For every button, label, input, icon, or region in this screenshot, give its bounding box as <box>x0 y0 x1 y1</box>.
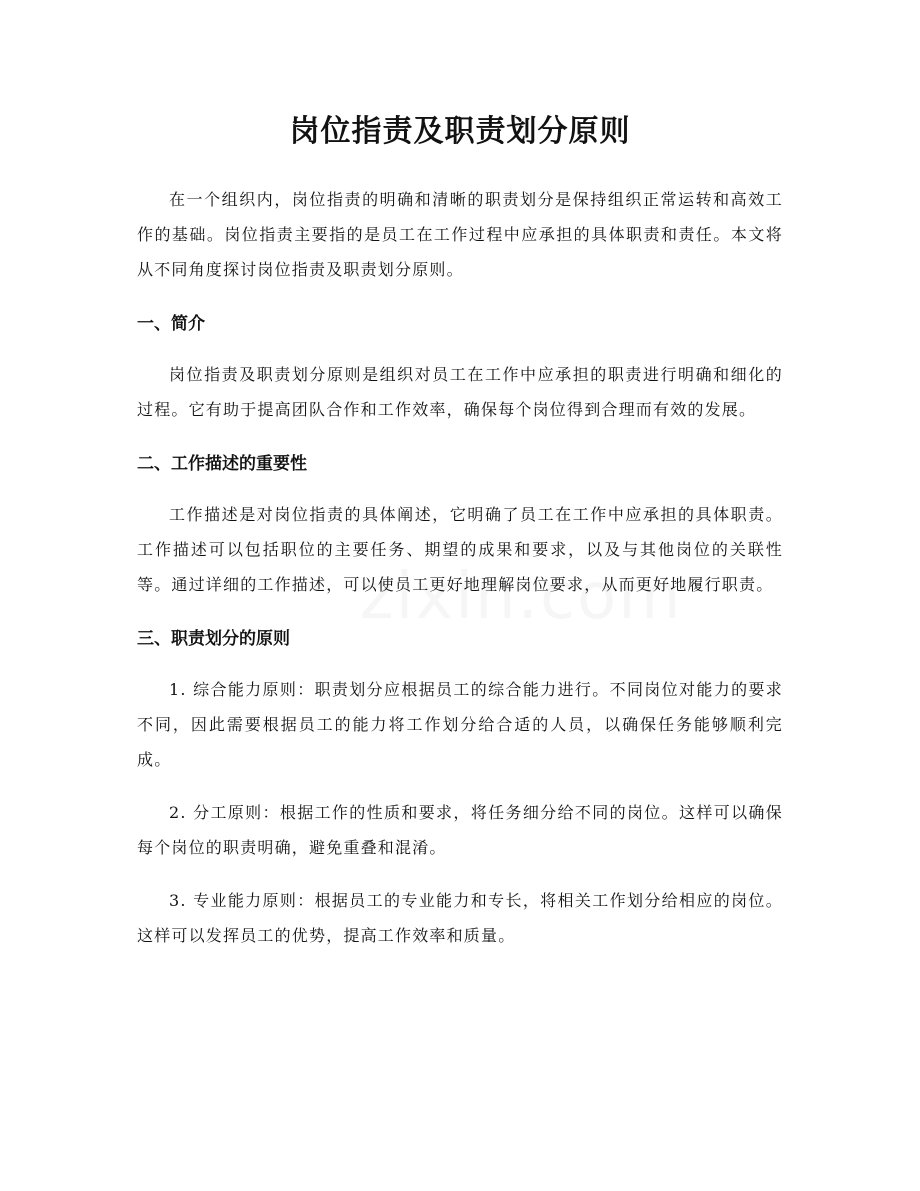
document-body <box>137 182 783 971</box>
section-heading-intro: 一、简介 <box>137 314 205 334</box>
section-paragraph-job-description: 工作描述是对岗位指责的具体阐述，它明确了员工在工作中应承担的具体职责。工作描述可以包括职位的主要任务、期望的成果和要求，以及与其他岗位的关联性等。通过详细的工作描述，可以使员工更好地理解岗位要求，从而更好地履行职责。 <box>137 505 783 594</box>
intro-paragraph: 在一个组织内，岗位指责的明确和清晰的职责划分是保持组织正常运转和高效工作的基础。岗位指责主要指的是员工在工作过程中应承担的具体职责和责任。本文将从不同角度探讨岗位指责及职责划分原则。 <box>137 190 783 279</box>
principle-item-2: 2. 分工原则：根据工作的性质和要求，将任务细分给不同的岗位。这样可以确保每个岗位的职责明确，避免重叠和混淆。 <box>137 803 783 857</box>
section-heading-principles: 三、职责划分的原则 <box>137 629 290 649</box>
section-paragraph-intro: 岗位指责及职责划分原则是组织对员工在工作中应承担的职责进行明确和细化的过程。它有助于提高团队合作和工作效率，确保每个岗位得到合理而有效的发展。 <box>137 365 783 419</box>
document-title: 岗位指责及职责划分原则 <box>289 114 631 149</box>
section-heading-job-description: 二、工作描述的重要性 <box>137 454 307 474</box>
principle-item-1: 1. 综合能力原则：职责划分应根据员工的综合能力进行。不同岗位对能力的要求不同，因此需要根据员工的能力将工作划分给合适的人员，以确保任务能够顺利完成。 <box>137 680 783 769</box>
principle-item-3: 3. 专业能力原则：根据员工的专业能力和专长，将相关工作划分给相应的岗位。这样可以发挥员工的优势，提高工作效率和质量。 <box>137 891 783 945</box>
